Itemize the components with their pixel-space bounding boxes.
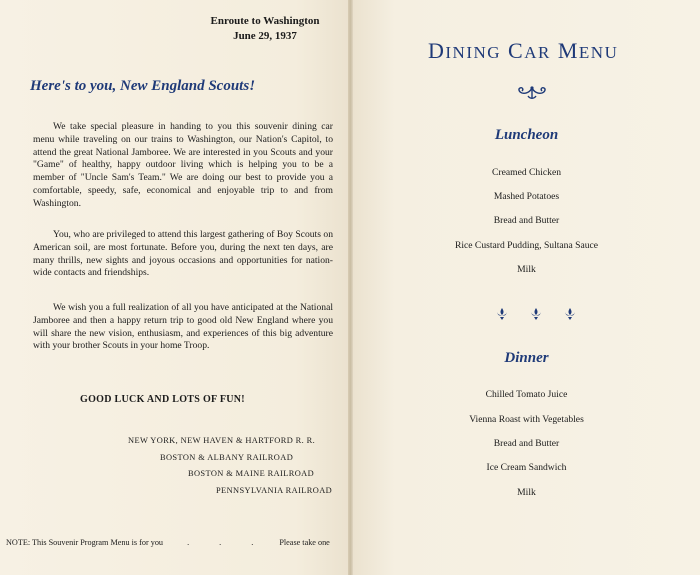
fleur-de-lis-icon (564, 307, 576, 321)
luncheon-item: Milk (517, 264, 536, 275)
railroad-signature: BOSTON & ALBANY RAILROAD (160, 453, 294, 462)
railroad-signature: PENNSYLVANIA RAILROAD (216, 486, 333, 495)
railroad-signature: NEW YORK, NEW HAVEN & HARTFORD R. R. (128, 436, 316, 445)
luncheon-item: Mashed Potatoes (493, 191, 560, 202)
dinner-heading: Dinner (504, 350, 549, 366)
menu-title: DINING CAR MENU (428, 38, 619, 63)
note-dots: . . . (187, 538, 268, 547)
page-headline: Here's to you, New England Scouts! (30, 78, 256, 94)
luncheon-item: Creamed Chicken (492, 167, 561, 178)
paragraph-text: We wish you a full realization of all you have anticipated at the National Jamboree and then a happy return trip to good old New England where you will share the new vision, enthusiasm, and experiences of this big adventure with your brother Scouts in your home Troop. (33, 302, 333, 352)
luncheon-heading: Luncheon (494, 127, 559, 143)
note-text: This Souvenir Program Menu is for you (32, 538, 164, 547)
railroad-signature: BOSTON & MAINE RAILROAD (188, 469, 315, 478)
dateline-date: June 29, 1937 (233, 30, 297, 42)
luncheon-item: Bread and Butter (493, 215, 560, 226)
letter-paragraph-3 (33, 302, 333, 353)
fleur-de-lis-icon (530, 307, 542, 321)
closing-line: GOOD LUCK AND LOTS OF FUN! (80, 394, 245, 405)
dateline-route: Enroute to Washington (210, 15, 320, 27)
luncheon-item: Rice Custard Pudding, Sultana Sauce (454, 240, 599, 251)
dinner-item: Vienna Roast with Vegetables (469, 414, 584, 425)
dinner-item: Ice Cream Sandwich (486, 462, 567, 473)
dinner-item: Milk (517, 487, 536, 498)
note-label: NOTE: (6, 538, 31, 547)
fleur-de-lis-icon (496, 307, 508, 321)
scroll-ornament-icon (512, 84, 552, 104)
footer-note (6, 538, 330, 547)
dinner-item: Chilled Tomato Juice (485, 389, 568, 400)
letter-paragraph-2 (33, 229, 333, 280)
dateline (195, 14, 335, 44)
paragraph-text: You, who are privileged to attend this largest gathering of Boy Scouts on American soil, are most fortunate. Before you, during the next ten days, are many thrills, new sights and joyous occasions and opportunities for nation-wide contacts and friendships. (33, 229, 333, 279)
dinner-item: Bread and Butter (493, 438, 560, 449)
letter-paragraph-1 (33, 121, 333, 211)
note-continuation: Please take one (279, 538, 330, 547)
paragraph-text: We take special pleasure in handing to you this souvenir dining car menu while traveling on our trains to Washington, our Nation's Capitol, to attend the great National Jamboree. We are interested in you Scouts and your "Game" of healthy, happy outdoor living which is helping you to be a member of "Uncle Sam's Team." We are doing our best to provide you a comfortable, speedy, safe, economical and enjoyable trip to and from Washington. (33, 121, 333, 209)
